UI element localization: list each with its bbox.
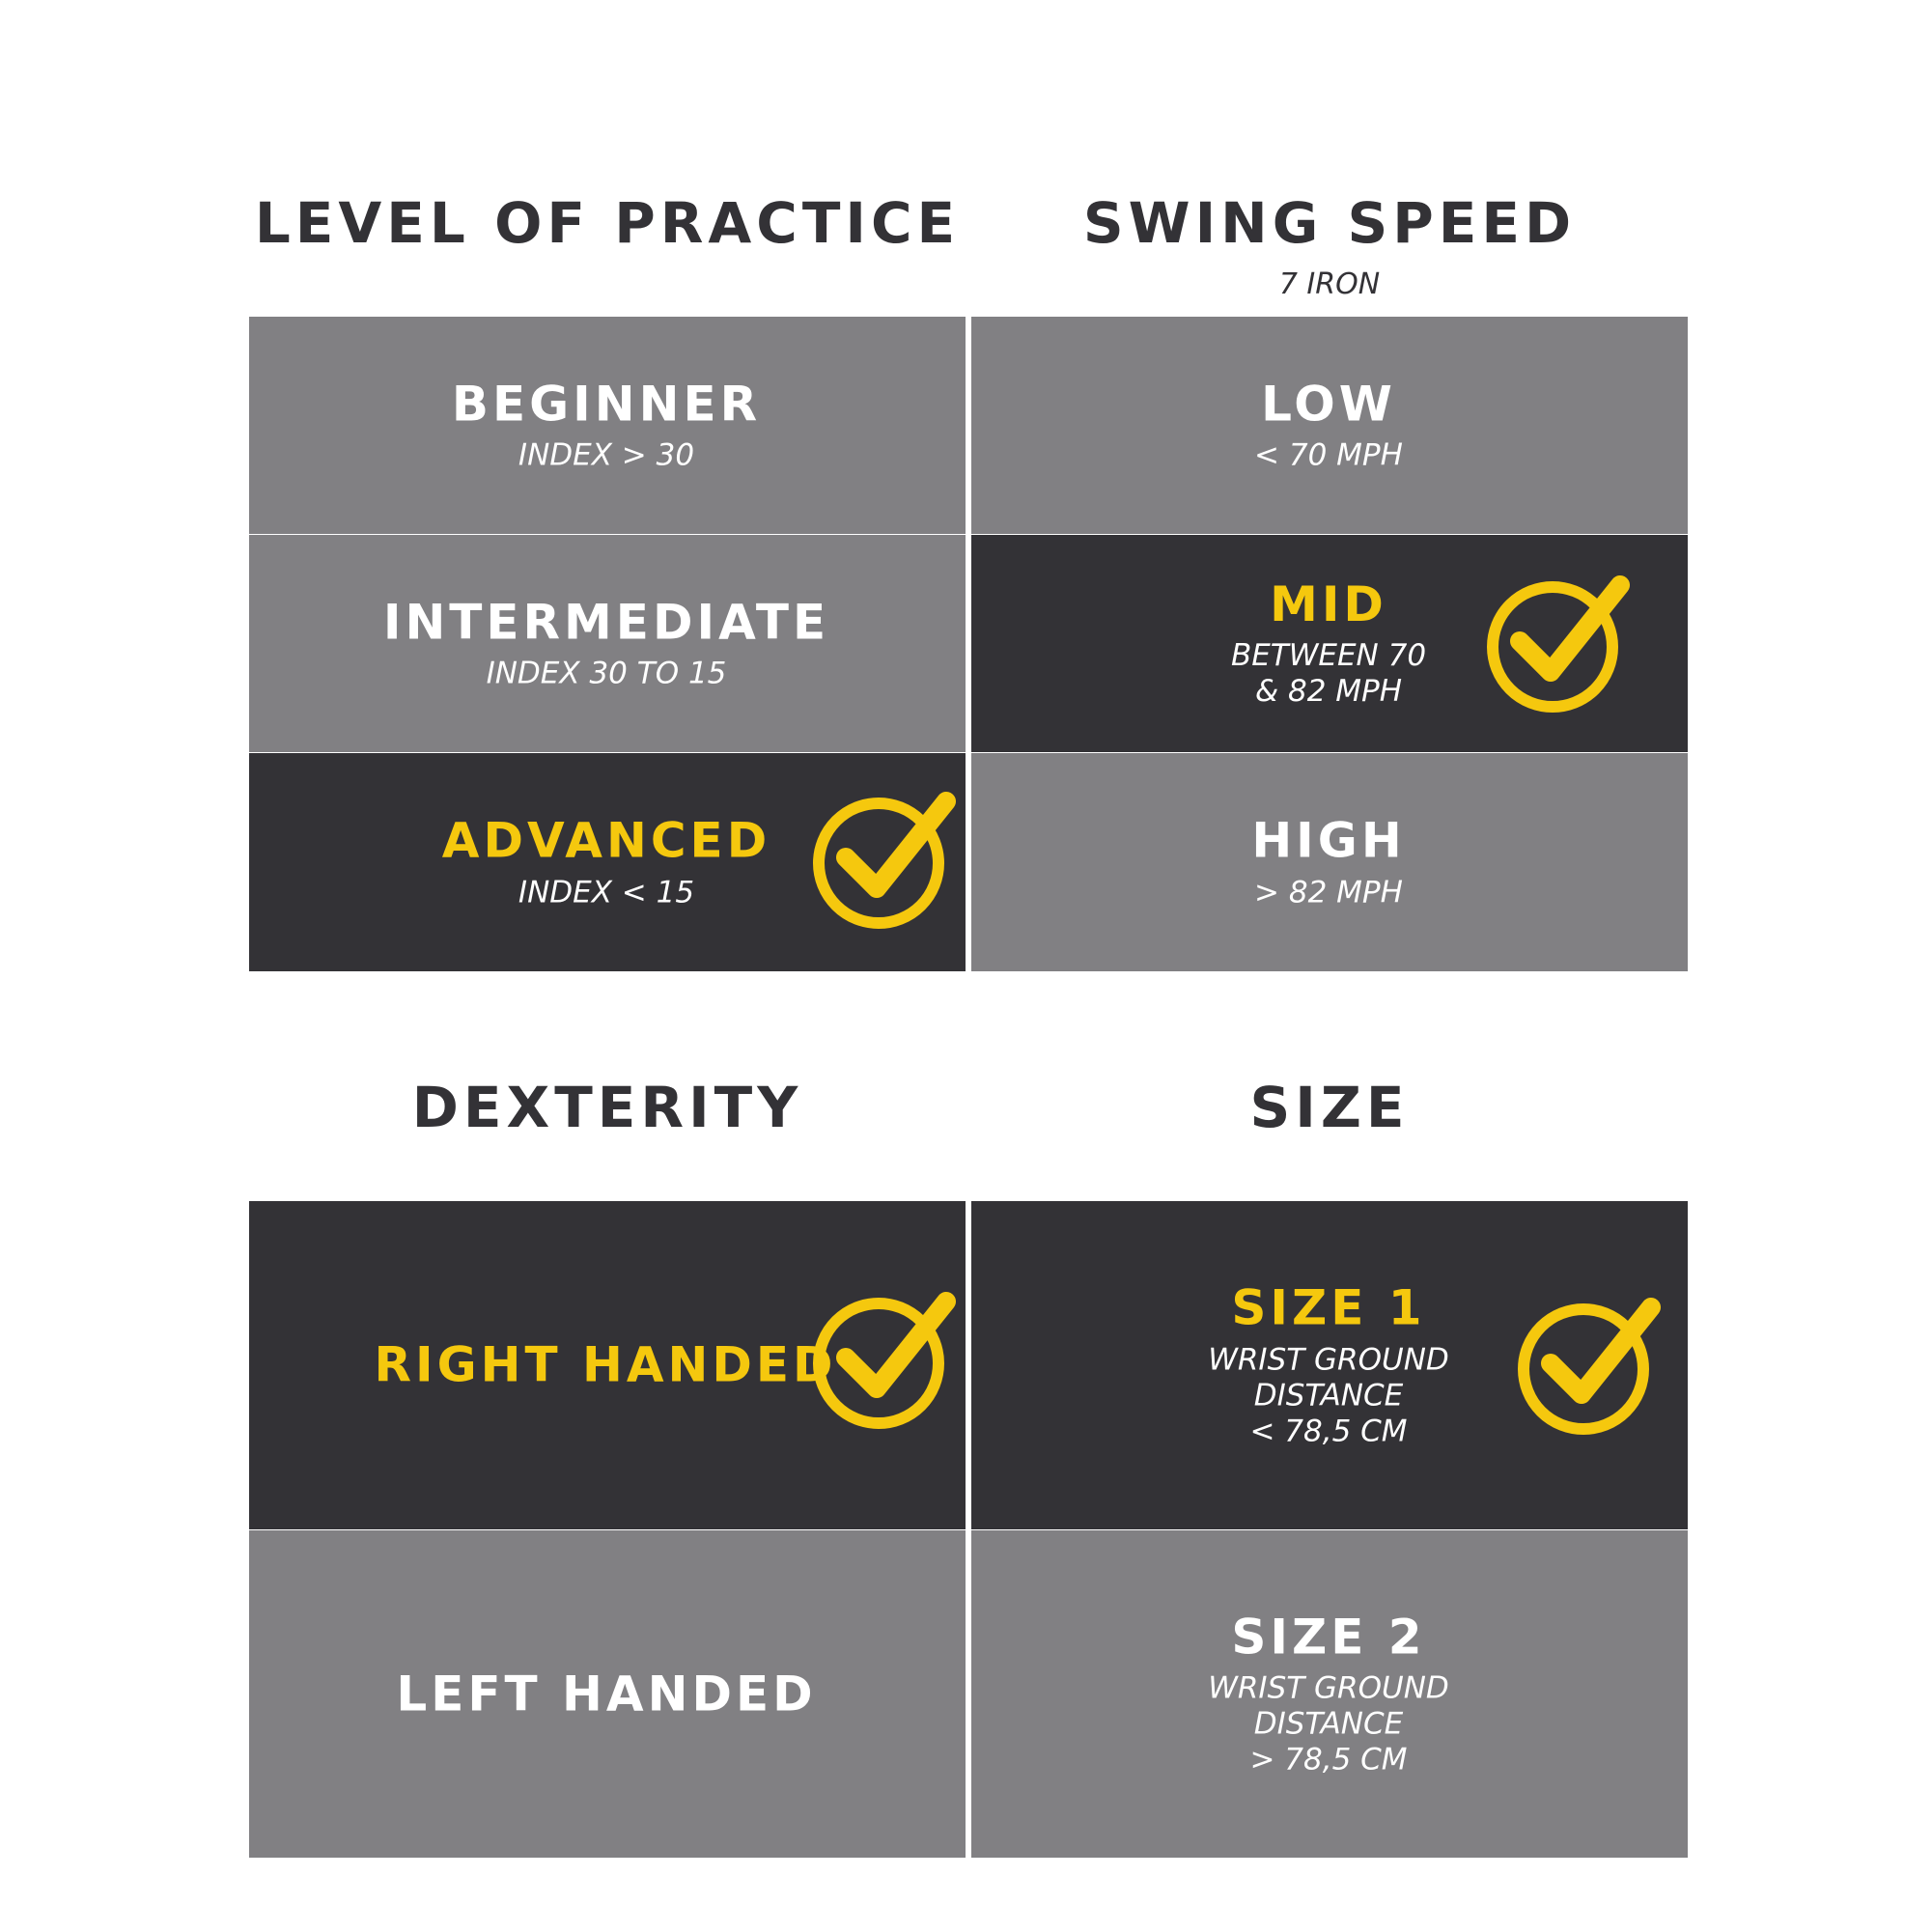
option-label: SIZE 2 [1231,1608,1426,1665]
panel-header [249,983,966,1201]
panel-level-of-practice [249,98,966,971]
option-desc: BETWEEN 70 & 82 MPH [1230,638,1427,710]
option-intermediate[interactable] [249,535,966,752]
option-high[interactable] [971,753,1688,971]
panel-title: LEVEL OF PRACTICE [254,190,961,256]
panel-size [971,983,1688,1858]
option-beginner[interactable] [249,317,966,534]
option-desc: INDEX 30 TO 15 [486,656,727,691]
panel-title: DEXTERITY [411,1075,803,1140]
option-desc: WRIST GROUND DISTANCE > 78,5 CM [1208,1670,1449,1778]
option-label: MID [1270,575,1387,632]
option-desc: < 70 MPH [1254,437,1403,473]
option-desc: > 82 MPH [1254,875,1403,910]
check-icon [813,1288,958,1433]
panel-dexterity [249,983,966,1858]
check-icon [813,788,958,933]
option-left-handed[interactable] [249,1530,966,1858]
option-desc: INDEX < 15 [518,875,695,910]
option-desc: INDEX > 30 [518,437,695,473]
option-mid[interactable] [971,535,1688,752]
option-right-handed[interactable] [249,1201,966,1529]
option-size-2[interactable] [971,1530,1688,1858]
check-icon [1487,572,1632,716]
option-label: HIGH [1251,812,1406,869]
option-label: LEFT HANDED [396,1665,817,1722]
option-label: RIGHT HANDED [374,1336,837,1393]
panel-swing-speed [971,98,1688,971]
option-label: ADVANCED [441,812,771,869]
panel-header [971,983,1688,1201]
panel-header [249,98,966,317]
panel-subtitle: 7 IRON [1278,267,1381,301]
option-label: SIZE 1 [1231,1279,1426,1336]
option-low[interactable] [971,317,1688,534]
option-size-1[interactable] [971,1201,1688,1529]
panel-title: SWING SPEED [1082,190,1577,256]
option-label: LOW [1261,376,1396,433]
panel-header [971,98,1688,317]
option-label: INTERMEDIATE [382,594,830,651]
option-label: BEGINNER [451,376,762,433]
option-advanced[interactable] [249,753,966,971]
option-desc: WRIST GROUND DISTANCE < 78,5 CM [1208,1341,1449,1449]
check-icon [1518,1294,1663,1439]
panel-title: SIZE [1249,1075,1410,1140]
